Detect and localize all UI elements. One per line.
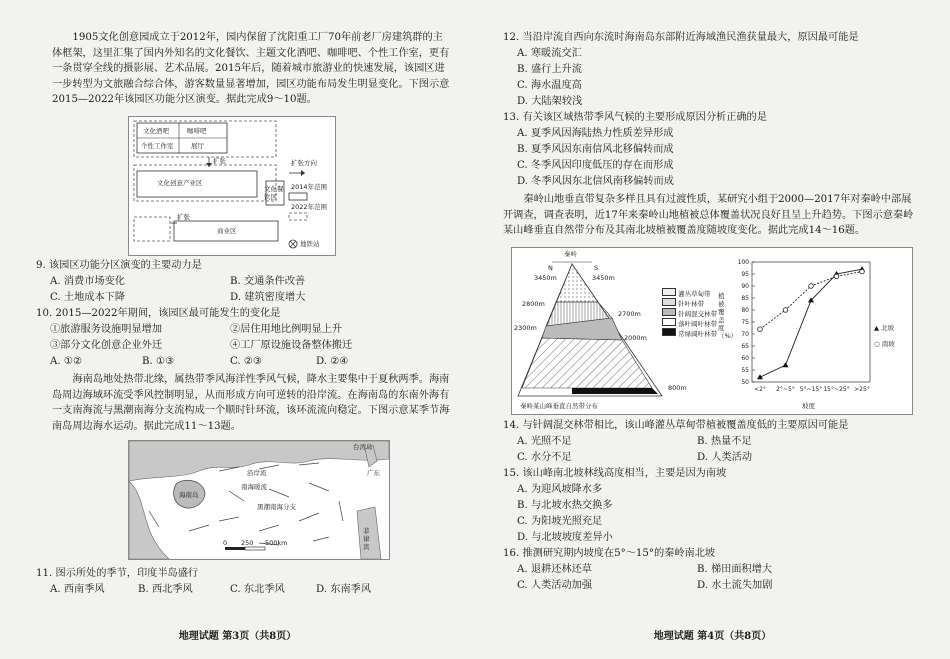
legend-swatch <box>662 298 676 306</box>
y-tick-label: 75 <box>741 319 749 326</box>
question-16: 16. 推测研究期内坡度在5°～15°的秦岭南北坡 <box>503 548 716 559</box>
question-15: 15. 该山峰南北坡林线高度相当，主要是因为南坡 <box>503 468 727 479</box>
q10-item-1: ①旅游服务设施明显增加 <box>50 324 163 335</box>
label-guangdong: 广东 <box>367 469 380 477</box>
x-tick-label: >25° <box>854 386 870 393</box>
x-tick-label: 2°~5° <box>776 386 795 393</box>
q15-option-a: A. 为迎风坡降水多 <box>517 484 603 495</box>
q11-option-c: C. 东北季风 <box>230 584 285 595</box>
label-2000m: 2000m <box>624 334 647 342</box>
point-north <box>783 362 789 367</box>
label-dining-zone: 文化餐饮区 <box>264 185 284 201</box>
q10-item-3: ③部分文化创意企业外迁 <box>50 340 163 351</box>
point-south <box>783 308 788 313</box>
q14-option-d: D. 人类活动 <box>697 452 753 463</box>
label-coastal-current: 沿岸流 <box>247 469 267 477</box>
q14-option-a: A. 光照不足 <box>517 436 572 447</box>
label-industry-zone: 文化创意产业区 <box>157 179 203 187</box>
q10-option-a: A. ①② <box>50 356 83 367</box>
hainan-currents-map <box>128 440 390 560</box>
q10-option-d: D. ②④ <box>316 356 349 367</box>
label-2800m: 2800m <box>522 300 545 308</box>
q9-option-a: A. 消费市场变化 <box>50 276 125 287</box>
legend-2022-range: 2022年范围 <box>291 203 328 211</box>
point-south <box>834 274 839 279</box>
legend-swatch <box>662 308 676 316</box>
legend-text: 落叶阔叶林带 <box>678 320 718 328</box>
vertical-zone-caption: 秦岭某山峰垂直自然带分布 <box>520 402 598 410</box>
intro-paragraph-2: 海南岛地处热带北缘，属热带季风海洋性季风气候，降水主要集中于夏秋两季。海南岛周边海域环流受季风控制明显，从而形成方向可逆转的沿岸流。在海南岛的东南外海有一支南海流与黑潮南海分支流构成一个顺时针环流，该环流流向稳定。下图示意某季节海南岛周边海水运动。据此完成11～13题。 <box>52 374 450 432</box>
currents-map-drawing <box>129 441 389 559</box>
zone-legend <box>662 288 717 338</box>
q9-option-d: D. 建筑密度增大 <box>230 292 306 303</box>
q12-option-a: A. 寒暖流交汇 <box>517 48 582 59</box>
page-4 <box>475 0 950 659</box>
y-tick-label: 95 <box>741 271 749 278</box>
q16-option-c: C. 人类活动加强 <box>517 580 593 591</box>
x-tick-label: 15°~25° <box>823 386 850 393</box>
q13-option-b: B. 夏季风因东南信风北移偏转而成 <box>517 144 674 155</box>
label-qinling-peak: 秦岭 <box>564 250 577 258</box>
y-tick-label: 55 <box>741 367 749 374</box>
question-10: 10. 2015—2022年期间，该园区最可能发生的变化是 <box>36 308 281 319</box>
label-north: N <box>548 264 553 272</box>
page-3-footer: 地理试题 第3页（共8页） <box>178 631 297 643</box>
y-tick-label: 80 <box>741 307 749 314</box>
q10-option-b: B. ①③ <box>142 356 175 367</box>
legend-swatch <box>662 288 676 296</box>
q13-option-d: D. 冬季风因东北信风南移偏转而成 <box>517 176 674 187</box>
park-zoning-figure <box>128 116 336 256</box>
q14-option-b: B. 热量不足 <box>697 436 752 447</box>
q9-option-c: C. 土地成本下降 <box>50 292 126 303</box>
scale-500km: 500km <box>265 539 288 547</box>
label-cafe: 咖啡吧 <box>187 127 207 135</box>
legend-deciduous <box>662 318 717 328</box>
y-tick-label: 65 <box>741 343 749 350</box>
q15-option-b: B. 与北坡水热交换多 <box>517 500 613 511</box>
x-tick-label: <2° <box>754 386 766 393</box>
question-13: 13. 有关该区域热带季风气候的主要形成原因分析正确的是 <box>503 112 767 123</box>
q14-option-c: C. 水分不足 <box>517 452 572 463</box>
qinling-figure <box>511 247 913 415</box>
legend-text: 常绿阔叶林带 <box>678 330 718 338</box>
legend-text: 针叶林带 <box>678 300 705 308</box>
legend-metro-station: 地铁站 <box>300 240 320 248</box>
x-tick-label: 5°~15° <box>799 386 823 393</box>
question-9: 9. 该园区功能分区演变的主要动力是 <box>36 260 202 271</box>
question-14: 14. 与针阔混交林带相比，该山峰灌丛草甸带植被覆盖度低的主要原因可能是 <box>503 420 849 431</box>
scale-0: 0 <box>223 539 228 547</box>
q13-option-c: C. 冬季风因印度低压的存在而形成 <box>517 160 674 171</box>
page-4-footer: 地理试题 第4页（共8页） <box>653 631 772 643</box>
chart-xlabel: 坡度 <box>802 402 815 410</box>
legend-text: 针阔混交林带 <box>678 310 718 318</box>
q15-option-c: C. 为阳坡光照充足 <box>517 516 603 527</box>
label-expand-2: 扩张 <box>177 213 190 221</box>
legend-expand-direction: 扩张方向 <box>291 159 317 167</box>
legend-swatch <box>662 318 676 326</box>
q11-option-b: B. 西北季风 <box>138 584 193 595</box>
q10-item-2: ②居住用地比例明显上升 <box>230 324 343 335</box>
legend-shrub-meadow <box>662 288 717 298</box>
question-12: 12. 当沿岸流自西向东流时海南岛东部附近海域渔民渔获量最大，原因最可能是 <box>503 32 859 43</box>
q9-option-b: B. 交通条件改善 <box>230 276 306 287</box>
chart-legend-south: ○ 南坡 <box>874 340 895 348</box>
label-hainan-island: 海南岛 <box>179 491 199 499</box>
point-south <box>809 284 814 289</box>
legend-evergreen <box>662 328 717 338</box>
q12-option-b: B. 盛行上升流 <box>517 64 582 75</box>
y-tick-label: 70 <box>741 331 749 338</box>
y-tick-label: 60 <box>741 355 749 362</box>
q16-option-b: B. 梯田面积增大 <box>697 564 773 575</box>
legend-north-text: 北坡 <box>881 324 895 332</box>
label-commerce-zone: 商业区 <box>217 227 237 235</box>
label-kuroshio-branch: 黑潮南海分支 <box>257 503 296 511</box>
chart-ylabel: 植被覆盖度（%） <box>718 292 738 340</box>
intro-paragraph-3: 秦岭山地垂直带复杂多样且具有过渡性质，某研究小组于2000—2017年对秦岭中部展开调查，调查表明，近17年来秦岭山地植被总体覆盖状况良好且呈上升趋势。下图示意秦岭某山峰垂直自然带分布及其南北坡植被覆盖度随坡度变化。据此完成14～16题。 <box>503 194 914 237</box>
y-tick-label: 90 <box>741 283 749 290</box>
intro-paragraph-1: 1905文化创意园成立于2012年，园内保留了沈阳重工厂70年前老厂房建筑群的主体框架，这里汇集了国内外知名的文化餐饮、主题文化酒吧、咖啡吧、个性工作室，更有一条贯穿全线的摄影展、艺术品展。2015年后，随着城市旅游业的快速发展，该园区进一步转型为文旅融合综合体，游客数量显著增加，园区功能布局发生明显变化。下图示意2015—2022年该园区功能分区演变。据此完成9～10题。 <box>52 32 450 106</box>
q13-option-a: A. 夏季风因海陆热力性质差异形成 <box>517 128 674 139</box>
q15-option-d: D. 与北坡坡度差异小 <box>517 532 613 543</box>
label-expand-1: 扩张 <box>213 157 226 165</box>
q16-option-a: A. 退耕还林还草 <box>517 564 592 575</box>
label-south-sea-warm-current: 南海暖流 <box>241 483 267 491</box>
legend-coniferous <box>662 298 717 308</box>
q16-option-d: D. 水土流失加剧 <box>697 580 773 591</box>
q10-item-4: ④工厂原设施设备整体搬迁 <box>230 340 353 351</box>
scale-250: 250 <box>241 539 254 547</box>
legend-mixed-forest <box>662 308 717 318</box>
label-800m: 800m <box>668 384 687 392</box>
q11-option-d: D. 东南季风 <box>316 584 372 595</box>
legend-south-text: 南坡 <box>881 340 895 348</box>
label-culture-bar: 文化酒吧 <box>143 127 169 135</box>
point-south <box>758 327 763 332</box>
question-11: 11. 图示所处的季节，印度半岛盛行 <box>36 568 199 579</box>
q12-option-d: D. 大陆架较浅 <box>517 96 583 107</box>
legend-text: 灌丛草甸带 <box>678 290 711 298</box>
label-studio: 个性工作室 <box>141 142 174 150</box>
label-hall: 展厅 <box>191 142 204 150</box>
label-3450-north: 3450m <box>534 274 557 282</box>
q10-option-c: C. ②③ <box>230 356 263 367</box>
label-2700m: 2700m <box>618 310 641 318</box>
chart-legend-north: ▲ 北坡 <box>874 324 895 332</box>
label-south: S <box>594 264 599 272</box>
y-tick-label: 50 <box>741 379 749 386</box>
q11-option-a: A. 西南季风 <box>50 584 105 595</box>
label-taiwan: 台湾岛 <box>353 443 373 451</box>
legend-2014-range: 2014年范围 <box>291 183 328 191</box>
q12-option-c: C. 海水温度高 <box>517 80 582 91</box>
label-2300m: 2300m <box>514 324 537 332</box>
point-south <box>860 269 865 274</box>
label-philippines: 菲律宾 <box>363 527 370 551</box>
label-3450-south: 3450m <box>592 274 615 282</box>
y-tick-label: 100 <box>737 259 749 266</box>
legend-swatch <box>662 328 676 336</box>
y-tick-label: 85 <box>741 295 749 302</box>
